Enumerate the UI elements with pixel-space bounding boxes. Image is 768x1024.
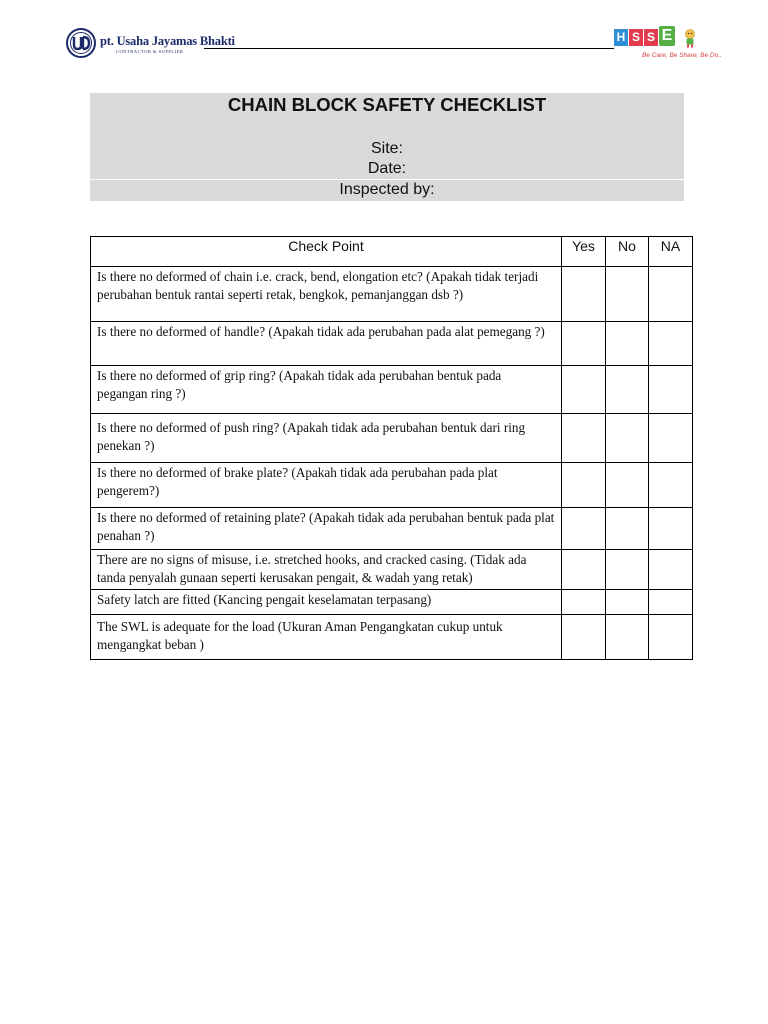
hsse-letter-s1: S bbox=[629, 29, 643, 46]
header-yes: Yes bbox=[562, 237, 606, 267]
na-cell[interactable] bbox=[649, 550, 693, 590]
header-na: NA bbox=[649, 237, 693, 267]
table-row bbox=[91, 590, 693, 615]
table-row bbox=[91, 550, 693, 590]
no-cell[interactable] bbox=[606, 590, 649, 615]
no-cell[interactable] bbox=[606, 508, 649, 550]
table-header-row bbox=[91, 237, 693, 267]
na-cell[interactable] bbox=[649, 508, 693, 550]
page-title: CHAIN BLOCK SAFETY CHECKLIST bbox=[227, 94, 547, 115]
hsse-tagline: Be Care, Be Share, Be Do.. bbox=[642, 52, 722, 59]
no-cell[interactable] bbox=[606, 366, 649, 414]
yes-cell[interactable] bbox=[562, 322, 606, 366]
yes-cell[interactable] bbox=[562, 463, 606, 508]
header-no: No bbox=[606, 237, 649, 267]
inspected-by-label: Inspected by: bbox=[339, 181, 435, 198]
table-row bbox=[91, 414, 693, 463]
company-name: pt. Usaha Jayamas Bhakti bbox=[100, 34, 235, 48]
na-cell[interactable] bbox=[649, 322, 693, 366]
hsse-mascot-icon bbox=[682, 28, 698, 48]
no-cell[interactable] bbox=[606, 414, 649, 463]
check-point-text: Is there no deformed of grip ring? (Apakah tidak ada perubahan bentuk pada pegangan ring ?) bbox=[91, 366, 562, 414]
yes-cell[interactable] bbox=[562, 590, 606, 615]
no-cell[interactable] bbox=[606, 615, 649, 660]
header-rule bbox=[204, 48, 614, 49]
company-subtitle: CONTRACTOR & SUPPLIER bbox=[116, 49, 184, 54]
check-point-text: Is there no deformed of push ring? (Apakah tidak ada perubahan bentuk dari ring penekan ?) bbox=[91, 414, 562, 463]
na-cell[interactable] bbox=[649, 267, 693, 322]
na-cell[interactable] bbox=[649, 590, 693, 615]
no-cell[interactable] bbox=[606, 550, 649, 590]
no-cell[interactable] bbox=[606, 463, 649, 508]
table-row bbox=[91, 615, 693, 660]
check-point-text: Is there no deformed of retaining plate? (Apakah tidak ada perubahan bentuk pada plat penahan ?) bbox=[91, 508, 562, 550]
na-cell[interactable] bbox=[649, 366, 693, 414]
company-logo-icon bbox=[66, 28, 96, 58]
check-point-text: Is there no deformed of handle? (Apakah tidak ada perubahan pada alat pemegang ?) bbox=[91, 322, 562, 366]
yes-cell[interactable] bbox=[562, 550, 606, 590]
yes-cell[interactable] bbox=[562, 508, 606, 550]
check-point-text: Is there no deformed of brake plate? (Apakah tidak ada perubahan pada plat pengerem?) bbox=[91, 463, 562, 508]
table-row bbox=[91, 508, 693, 550]
yes-cell[interactable] bbox=[562, 267, 606, 322]
hsse-letter-h: H bbox=[614, 29, 628, 46]
check-point-text: The SWL is adequate for the load (Ukuran Aman Pengangkatan cukup untuk mengangkat beban ) bbox=[91, 615, 562, 660]
yes-cell[interactable] bbox=[562, 366, 606, 414]
na-cell[interactable] bbox=[649, 414, 693, 463]
table-row bbox=[91, 267, 693, 322]
hsse-letter-s2: S bbox=[644, 29, 658, 46]
header-check-point: Check Point bbox=[91, 237, 562, 267]
date-label: Date: bbox=[367, 160, 407, 177]
hsse-logo bbox=[614, 29, 676, 49]
yes-cell[interactable] bbox=[562, 615, 606, 660]
na-cell[interactable] bbox=[649, 463, 693, 508]
yes-cell[interactable] bbox=[562, 414, 606, 463]
check-point-text: There are no signs of misuse, i.e. stretched hooks, and cracked casing. (Tidak ada tanda penyalah gunaan seperti kerusakan pengait, & wadah yang retak) bbox=[91, 550, 562, 590]
check-point-text: Safety latch are fitted (Kancing pengait keselamatan terpasang) bbox=[91, 590, 562, 615]
no-cell[interactable] bbox=[606, 322, 649, 366]
checklist-table bbox=[90, 236, 693, 660]
table-row bbox=[91, 366, 693, 414]
no-cell[interactable] bbox=[606, 267, 649, 322]
check-point-text: Is there no deformed of chain i.e. crack, bend, elongation etc? (Apakah tidak terjadi perubahan bentuk rantai seperti retak, bengkok, pemanjanggan dsb ?) bbox=[91, 267, 562, 322]
table-row bbox=[91, 463, 693, 508]
table-row bbox=[91, 322, 693, 366]
na-cell[interactable] bbox=[649, 615, 693, 660]
hsse-letter-e: E bbox=[659, 26, 675, 46]
site-label: Site: bbox=[370, 140, 403, 157]
